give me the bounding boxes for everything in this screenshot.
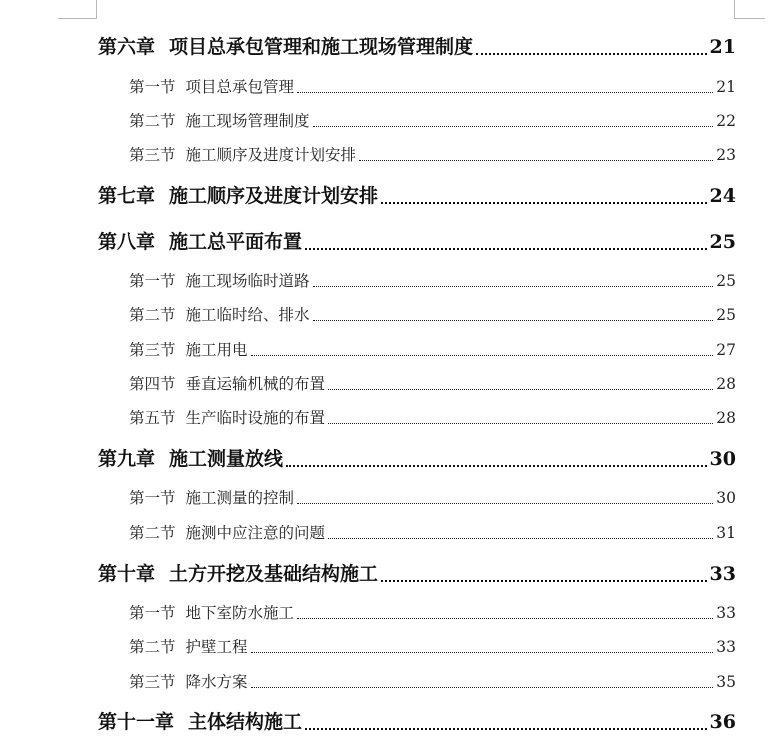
toc-entry-title: 主体结构施工 — [188, 711, 303, 733]
toc-section-entry[interactable] — [0, 635, 780, 657]
toc-entry-title: 施工现场临时道路 — [185, 272, 310, 290]
toc-dot-leader — [251, 651, 714, 653]
toc-entry-number: 第四节 — [129, 375, 176, 393]
toc-entry-number: 第三节 — [129, 673, 176, 691]
toc-page-number: 21 — [716, 78, 736, 96]
toc-dot-leader — [328, 422, 713, 424]
toc-entry-number: 第七章 — [98, 185, 156, 207]
toc-section-entry[interactable] — [0, 486, 780, 508]
page-corner-mark-left — [58, 0, 97, 19]
toc-dot-leader — [359, 159, 713, 161]
toc-page-number: 28 — [716, 409, 736, 427]
toc-page-number: 25 — [716, 272, 736, 290]
toc-dot-leader — [305, 247, 707, 250]
toc-section-entry[interactable] — [0, 269, 780, 291]
toc-entry-title: 降水方案 — [185, 673, 248, 691]
toc-entry-title: 施工临时给、排水 — [185, 306, 310, 324]
toc-page-number: 36 — [709, 711, 736, 733]
toc-entry-number: 第八章 — [98, 231, 156, 253]
toc-entry-number: 第一节 — [129, 604, 176, 622]
toc-page-number: 22 — [716, 112, 736, 130]
toc-entry-title: 施测中应注意的问题 — [185, 524, 326, 542]
toc-entry-title: 土方开挖及基础结构施工 — [169, 563, 379, 585]
toc-entry-number: 第二节 — [129, 112, 176, 130]
toc-dot-leader — [297, 502, 713, 504]
toc-page-number: 31 — [716, 524, 736, 542]
toc-dot-leader — [381, 201, 707, 204]
toc-page-number: 28 — [716, 375, 736, 393]
toc-dot-leader — [251, 354, 714, 356]
toc-dot-leader — [313, 285, 714, 287]
toc-dot-leader — [297, 91, 713, 93]
toc-dot-leader — [313, 125, 714, 127]
toc-page-number: 30 — [716, 489, 736, 507]
toc-entry-title: 护壁工程 — [185, 638, 248, 656]
toc-entry-number: 第三节 — [129, 341, 176, 359]
toc-page-number: 27 — [716, 341, 736, 359]
toc-entry-title: 地下室防水施工 — [185, 604, 295, 622]
toc-page-number: 33 — [709, 563, 736, 585]
toc-dot-leader — [476, 52, 707, 55]
toc-entry-number: 第九章 — [98, 448, 156, 470]
toc-dot-leader — [328, 388, 713, 390]
toc-entry-number: 第一节 — [129, 78, 176, 96]
toc-section-entry[interactable] — [0, 75, 780, 97]
toc-section-entry[interactable] — [0, 601, 780, 623]
page-corner-mark-right — [734, 0, 765, 19]
toc-entry-number: 第一节 — [129, 272, 176, 290]
toc-entry-title: 施工顺序及进度计划安排 — [169, 185, 379, 207]
toc-entry-title: 垂直运输机械的布置 — [185, 375, 326, 393]
toc-entry-number: 第六章 — [98, 36, 156, 58]
toc-section-entry[interactable] — [0, 521, 780, 543]
toc-page-number: 35 — [716, 673, 736, 691]
toc-dot-leader — [286, 464, 707, 467]
toc-entry-number: 第二节 — [129, 306, 176, 324]
toc-section-entry[interactable] — [0, 372, 780, 394]
toc-entry-title: 施工用电 — [185, 341, 248, 359]
toc-dot-leader — [305, 727, 707, 730]
toc-entry-number: 第一节 — [129, 489, 176, 507]
toc-entry-title: 项目总承包管理和施工现场管理制度 — [169, 36, 474, 58]
toc-page-number: 33 — [716, 604, 736, 622]
toc-page-number: 25 — [716, 306, 736, 324]
toc-entry-title: 施工顺序及进度计划安排 — [185, 146, 357, 164]
toc-entry-title: 施工测量放线 — [169, 448, 284, 470]
toc-chapter-entry[interactable] — [0, 444, 780, 471]
toc-entry-number: 第二节 — [129, 524, 176, 542]
toc-chapter-entry[interactable] — [0, 32, 780, 59]
toc-chapter-entry[interactable] — [0, 707, 780, 734]
toc-dot-leader — [381, 579, 707, 582]
toc-section-entry[interactable] — [0, 109, 780, 131]
toc-entry-title: 生产临时设施的布置 — [185, 409, 326, 427]
toc-dot-leader — [297, 617, 713, 619]
toc-entry-title: 施工总平面布置 — [169, 231, 303, 253]
toc-page-number: 33 — [716, 638, 736, 656]
toc-page-number: 24 — [709, 185, 736, 207]
toc-section-entry[interactable] — [0, 406, 780, 428]
toc-dot-leader — [251, 686, 714, 688]
toc-entry-title: 施工测量的控制 — [185, 489, 295, 507]
toc-entry-number: 第十一章 — [98, 711, 175, 733]
toc-entry-number: 第三节 — [129, 146, 176, 164]
toc-section-entry[interactable] — [0, 143, 780, 165]
toc-page-number: 21 — [709, 36, 736, 58]
toc-entry-title: 施工现场管理制度 — [185, 112, 310, 130]
toc-entry-title: 项目总承包管理 — [185, 78, 295, 96]
toc-page-number: 23 — [716, 146, 736, 164]
toc-chapter-entry[interactable] — [0, 227, 780, 254]
toc-entry-number: 第五节 — [129, 409, 176, 427]
toc-section-entry[interactable] — [0, 303, 780, 325]
toc-chapter-entry[interactable] — [0, 559, 780, 586]
toc-section-entry[interactable] — [0, 670, 780, 692]
toc-entry-number: 第二节 — [129, 638, 176, 656]
toc-page-number: 30 — [709, 448, 736, 470]
toc-dot-leader — [328, 537, 713, 539]
toc-chapter-entry[interactable] — [0, 181, 780, 208]
toc-page-number: 25 — [709, 231, 736, 253]
toc-entry-number: 第十章 — [98, 563, 156, 585]
toc-section-entry[interactable] — [0, 338, 780, 360]
toc-dot-leader — [313, 319, 714, 321]
